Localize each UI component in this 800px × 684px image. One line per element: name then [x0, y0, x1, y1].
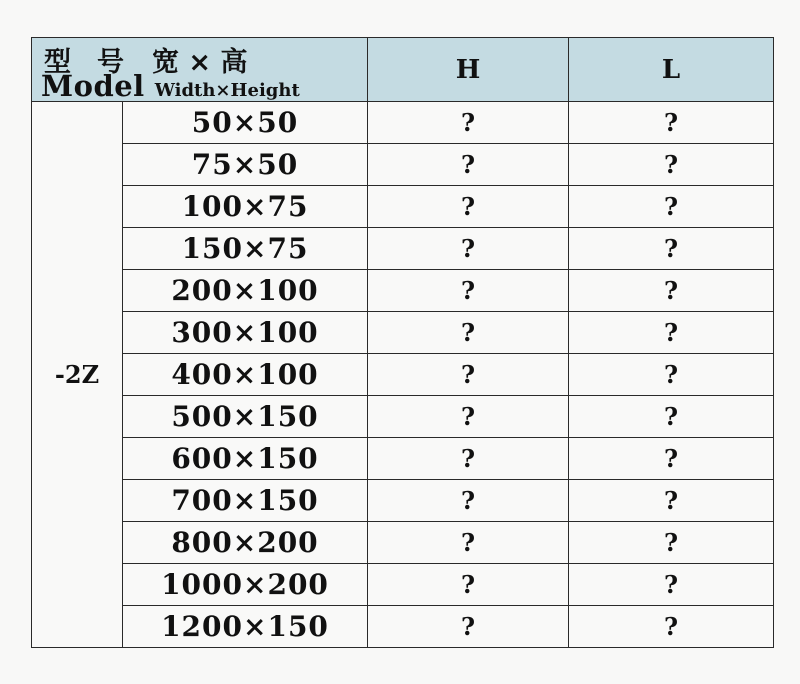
l-cell: ? [569, 438, 774, 480]
table-row [32, 606, 774, 648]
size-cell: 400×100 [123, 354, 368, 396]
size-cell: 300×100 [123, 312, 368, 354]
h-cell: ? [368, 102, 569, 144]
table-row [32, 564, 774, 606]
h-cell: ? [368, 396, 569, 438]
size-cell: 700×150 [123, 480, 368, 522]
header-cn-times: × [188, 47, 212, 78]
header-cn-model-b: 号 [97, 47, 124, 78]
table-row [32, 186, 774, 228]
h-cell: ? [368, 480, 569, 522]
size-cell: 200×100 [123, 270, 368, 312]
h-cell: ? [368, 228, 569, 270]
l-cell: ? [569, 312, 774, 354]
header-cn-width: 宽 [152, 47, 179, 78]
table-row [32, 312, 774, 354]
size-cell: 1000×200 [123, 564, 368, 606]
l-cell: ? [569, 564, 774, 606]
table-row [32, 228, 774, 270]
table-row [32, 522, 774, 564]
h-cell: ? [368, 438, 569, 480]
l-cell: ? [569, 102, 774, 144]
table-row [32, 438, 774, 480]
h-cell: ? [368, 564, 569, 606]
l-cell: ? [569, 480, 774, 522]
table-row [32, 354, 774, 396]
size-cell: 75×50 [123, 144, 368, 186]
header-cn-model-a: 型 [44, 47, 71, 78]
header-model-size [32, 38, 368, 102]
l-cell: ? [569, 354, 774, 396]
header-h: H [368, 38, 569, 102]
l-cell: ? [569, 270, 774, 312]
size-cell: 150×75 [123, 228, 368, 270]
h-cell: ? [368, 270, 569, 312]
size-cell: 100×75 [123, 186, 368, 228]
header-cn-height: 高 [220, 47, 248, 78]
model-cell: -2Z [32, 102, 123, 648]
header-row [32, 38, 774, 102]
l-cell: ? [569, 396, 774, 438]
l-cell: ? [569, 606, 774, 648]
l-cell: ? [569, 144, 774, 186]
table-row [32, 480, 774, 522]
size-cell: 600×150 [123, 438, 368, 480]
table-row [32, 396, 774, 438]
h-cell: ? [368, 522, 569, 564]
h-cell: ? [368, 354, 569, 396]
h-cell: ? [368, 144, 569, 186]
header-en-line [41, 69, 300, 103]
size-cell: 50×50 [123, 102, 368, 144]
l-cell: ? [569, 228, 774, 270]
h-cell: ? [368, 606, 569, 648]
l-cell: ? [569, 522, 774, 564]
size-cell: 1200×150 [123, 606, 368, 648]
table-row [32, 144, 774, 186]
header-en-model: Model [41, 69, 145, 103]
table-body [32, 102, 774, 648]
size-cell: 800×200 [123, 522, 368, 564]
h-cell: ? [368, 186, 569, 228]
header-l: L [569, 38, 774, 102]
table-row [32, 270, 774, 312]
header-en-width-height: Width×Height [154, 80, 300, 101]
h-cell: ? [368, 312, 569, 354]
l-cell: ? [569, 186, 774, 228]
spec-table [31, 37, 774, 648]
size-cell: 500×150 [123, 396, 368, 438]
table-row [32, 102, 774, 144]
